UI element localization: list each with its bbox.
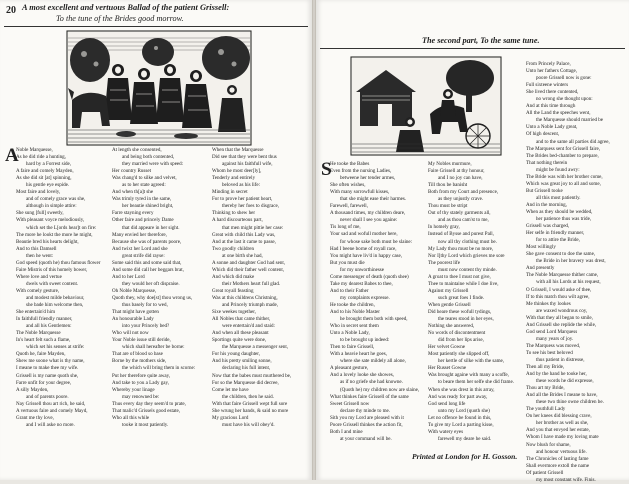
verse-line: Both I and mine [330, 428, 363, 435]
verse-line: Shall evermore extoll the name [526, 462, 590, 469]
verse-line: An honourable Lady [112, 316, 154, 323]
verse-line: dwels with sweet content. [26, 280, 79, 287]
verse-line: might be found awry: [536, 166, 580, 173]
second-part-column-1 [330, 161, 426, 445]
verse-line: And when all these pleasant [212, 330, 269, 337]
verse-line: Minding in secret [212, 189, 248, 196]
verse-line: his gentle eye espide. [26, 182, 70, 189]
verse-line: All Nobles that came thither, [212, 316, 271, 323]
verse-line: Which was great joy to all and some, [526, 180, 601, 187]
verse-line: that men might pittie her case: [222, 224, 284, 231]
verse-line: Thinking to shew her [212, 210, 256, 217]
verse-line: That malic'd Grissels good estate, [112, 407, 181, 414]
verse-line: For so the Marquesse did decree, [212, 379, 279, 386]
second-part-title: The second part, To the same tune. [422, 36, 540, 45]
verse-line: No words of discontentment [428, 330, 486, 337]
verse-line: my complaints expresse. [340, 294, 390, 301]
verse-line: she bade him welcome then, [26, 302, 84, 309]
verse-line: That might have gotten [112, 309, 159, 316]
page-number: 20 [6, 5, 16, 16]
verse-line: and to the same all parties did agree, [536, 138, 610, 145]
verse-line: Grissell is my name quoth she, [16, 372, 79, 379]
verse-line: Her selfe in friendly manner, [526, 230, 585, 237]
verse-line: must now content thy minde. [438, 266, 497, 273]
verse-line: Unto a Noble Lady, [330, 330, 370, 337]
verse-line: Of patient Grissell [526, 469, 564, 476]
verse-line: Instead of Bysse and purest Pall, [428, 231, 494, 238]
verse-line: many years of joy. [536, 335, 574, 342]
verse-line: that she might ease their harmes. [340, 196, 407, 203]
verse-line: where she sate mildely all alone, [340, 358, 406, 365]
verse-line: Out of thy stately garments all, [428, 210, 491, 217]
verse-line: Sith you my Lord are pleased with it [330, 414, 404, 421]
verse-line: And some did call her beggars brat, [112, 266, 184, 273]
verse-line: and of comely grace was she, [26, 196, 86, 203]
verse-line: thereby her foes to disgrace, [222, 203, 280, 210]
verse-line: She gave consent to doe the same, [526, 251, 596, 258]
verse-line: And was ready for part away, [428, 393, 488, 400]
verse-line: The Marquess was moved, [526, 342, 581, 349]
verse-line: Borne by the mothers side, [112, 358, 167, 365]
verse-line: Nor I[thy Lord which grieves me sore [428, 252, 505, 259]
verse-line: Beautie bred his hearts delight, [16, 238, 79, 245]
verse-line: they would her oft dispraise. [122, 280, 180, 287]
verse-line: A hard discourteous part, [212, 217, 263, 224]
woodcut-hunting-scene [66, 30, 252, 146]
verse-line: He tooke the Babes [330, 161, 370, 167]
verse-line: The Noble Marquesse thither came, [526, 272, 599, 279]
verse-line: tooke it most patiently. [122, 421, 169, 428]
verse-line: Was brought againe with many a scoffe, [428, 372, 509, 379]
verse-line: Nothing she answered, [428, 323, 475, 330]
verse-line: now all thy clothing must be. [438, 238, 497, 245]
verse-line: Sweet Grissell now [330, 400, 370, 407]
ballad-title: A most excellent and vertuous Ballad of the patient Grissell: [22, 3, 230, 12]
verse-line: God speed (quoth he) thou famous flower [16, 259, 101, 266]
verse-line: these words he did expresse, [536, 378, 594, 385]
verse-line: And to this Damsell [16, 245, 57, 252]
verse-line: such great foes I finde. [438, 294, 485, 301]
verse-line: poore Grissell now is gone: [536, 75, 592, 82]
verse-line: My gracious Lord [212, 414, 249, 421]
verse-line: With many sorrowfull kisses, [330, 189, 390, 196]
verse-line: Quoth they, why doe[st] thou wrong us, [112, 294, 193, 301]
right-page [316, 0, 629, 483]
verse-line: The Noble Marquesse [16, 330, 61, 337]
verse-line: hard by a Forrest side, [26, 161, 71, 168]
verse-line: although in simple attire: [26, 203, 77, 210]
verse-line: thus basely for to wed, [122, 302, 168, 309]
verse-line: God send Lord Marquess [526, 328, 578, 335]
printer-imprint: Printed at London for H. Gosson. [412, 452, 518, 461]
verse-line: and I will aske no more. [26, 421, 75, 428]
verse-line: to be brought up indeed: [340, 337, 390, 344]
verse-line: her patience thus was tride, [536, 216, 592, 223]
verse-line: Then to faire Grissell, [330, 344, 375, 351]
ballad-column-2 [112, 147, 210, 477]
verse-line: The Bride was with her brother come, [526, 173, 603, 180]
verse-line: the Marquesse a messenger sent, [222, 344, 289, 351]
verse-line: Now blush for shame, [526, 441, 571, 448]
verse-line: and honour vertuous life. [536, 448, 587, 455]
verse-line: did from her lips arise, [438, 337, 484, 344]
verse-line: On her knees did blessing crave, [526, 413, 592, 420]
verse-line: You might have liv'd in happy case, [330, 252, 403, 259]
verse-line: The more he lookt the more he might, [16, 231, 93, 238]
verse-line: For his young daughter, [212, 351, 261, 358]
verse-line: Till thou be banisht [428, 182, 468, 189]
verse-line: for to attire the Bride, [536, 237, 580, 244]
verse-line: With comely gesture, [16, 287, 60, 294]
verse-line: Faire Grissell at thy honour, [428, 168, 485, 175]
verse-line: Grissell was charged, [526, 223, 570, 230]
tune-title: To the tune of the Brides good morrow. [56, 14, 184, 23]
verse-line: her beautie shined bright, [122, 203, 174, 210]
verse-line: Come let me have [212, 386, 249, 393]
verse-line: With watery eyes [428, 428, 464, 435]
verse-line: And Grissell she replide the while, [526, 321, 597, 328]
verse-line: Even from the nursing Ladies, [330, 168, 392, 175]
ballad-column-3 [212, 147, 310, 477]
verse-line: Take my dearest Babes to thee, [330, 280, 393, 287]
verse-line: A sonne and daughter God had sent, [212, 259, 286, 266]
verse-line: then he went: [26, 252, 54, 259]
verse-line: Great with child this Lady was, [212, 231, 276, 238]
verse-line: Two goodly children [212, 245, 254, 252]
verse-line: Tis long of me, [330, 224, 361, 231]
verse-line: Whom I have made my loving mate [526, 434, 599, 441]
verse-line: With that they all began to smile, [526, 314, 593, 321]
verse-line: My Nobles murmure, [428, 161, 472, 167]
verse-line: no wrong she thought upon: [536, 96, 593, 103]
verse-line: She often wishes, [330, 182, 366, 189]
verse-line: Me thinkes thy lookes [526, 300, 571, 307]
verse-line: and as thou cam'st to me, [438, 217, 489, 224]
verse-line: She sung [full] sweetly, [16, 210, 64, 217]
verse-line: God send long life [428, 400, 466, 407]
verse-line: Full sixteene winters [526, 82, 569, 89]
verse-line: Tenderly and entirely [212, 175, 256, 182]
verse-line: Her Russet Gowne [428, 365, 467, 372]
verse-line: which set his senses at strife: [26, 344, 85, 351]
verse-line: as to her state agreed: [122, 182, 166, 189]
verse-line: at one birth she had, [222, 252, 263, 259]
verse-line: When she was drest in this array, [428, 386, 495, 393]
verse-line: for my unworthinesse [340, 266, 385, 273]
second-part-column-2 [428, 161, 524, 445]
verse-line: great strife did rayse: [122, 252, 165, 259]
verse-line: Most willingly [526, 244, 556, 251]
verse-line: her kertle of silke with the same, [438, 358, 505, 365]
verse-line: For to prove her patient heart, [212, 196, 273, 203]
verse-line: and all his Gentlemen: [26, 323, 72, 330]
verse-line: my most constant wife. Finis. [536, 476, 596, 483]
verse-line: into your Princely bed? [122, 323, 170, 330]
verse-line: O Grissell, I would aske of thee, [526, 286, 592, 293]
verse-line: Faire Mistris of this homely bower, [16, 266, 88, 273]
verse-line: declare thy minde to me. [340, 407, 391, 414]
verse-line: and modest milde behaviour, [26, 294, 85, 301]
verse-line: A pleasant gesture, [330, 365, 369, 372]
verse-line: In's heart felt such a flame, [16, 337, 71, 344]
verse-line: With that faire Grissell wept full sore [212, 400, 288, 407]
verse-line: Had I beene borne of royall race, [330, 245, 397, 252]
verse-line: declaring his full intent, [222, 365, 271, 372]
verse-line: against his faithfull wife, [222, 161, 273, 168]
verse-line: Come messenger of death (quoth shee) [330, 273, 409, 280]
verse-line: All the Land the speeches went, [526, 110, 591, 117]
verse-line: As she did sit [at] spinning, [16, 175, 72, 182]
verse-line: (Quoth he) my children now are slaine, [340, 386, 420, 393]
verse-line: for whose sake both must be slaine: [340, 238, 413, 245]
verse-line: And twixt her Lord and she [112, 245, 168, 252]
verse-line: But Grissell tooke [526, 187, 563, 194]
verse-line: Most patiently she slipped off, [428, 351, 490, 358]
verse-line: Who in secret sent them [330, 323, 379, 330]
verse-line: farewell my deare he said. [438, 435, 492, 442]
verse-line: as they unjustly crave. [438, 196, 484, 203]
verse-line: which set the L[ords hear]t on fire: [26, 224, 97, 231]
verse-line: From Princely Palace, [526, 61, 571, 67]
verse-line: When that the Marquesse [212, 147, 264, 153]
verse-line: Your sad and wofull mother here, [330, 231, 398, 238]
verse-line: Was trimly tyred in the same, [112, 196, 172, 203]
verse-line: Farre stayning every [112, 210, 154, 217]
verse-line: Put her therefore quite away, [112, 372, 171, 379]
verse-line: The Brides bed-chamber to prepare, [526, 152, 599, 159]
verse-line: as if no griefe she had knowne. [340, 379, 403, 386]
verse-line: To give my Lord a parting kisse, [428, 421, 494, 428]
verse-line: Shew me soone what is thy name, [16, 358, 85, 365]
verse-line: and I no joy can have, [438, 175, 483, 182]
second-part-column-3 [526, 61, 627, 483]
verse-line: Grant me thy love, [16, 414, 54, 421]
drop-cap: S [321, 159, 332, 180]
verse-line: A vertuous faire and comely Mayd, [16, 407, 88, 414]
subtitle-rule [320, 48, 625, 49]
verse-line: Did heare these wofull tydings, [428, 308, 492, 315]
verse-line: beloved as his life: [222, 182, 260, 189]
verse-line: their Mothers heart full glad. [222, 280, 281, 287]
verse-line: Unto a Noble Lady great, [526, 124, 578, 131]
verse-line: And when th[a]t she [112, 189, 154, 196]
verse-line: With pleasant voyce melodiously, [16, 217, 85, 224]
verse-line: the Bride in her bravery was drest, [536, 258, 606, 265]
verse-line: And to his Noble Master [330, 308, 380, 315]
verse-line: She wrung her hands, & said no more [212, 407, 289, 414]
verse-line: And at this time through [526, 103, 576, 110]
verse-line: If to this match thou wilt agree, [526, 293, 590, 300]
verse-line: Which did their father well content, [212, 266, 285, 273]
verse-line: The youthfull Lady [526, 406, 566, 413]
verse-line: The Chronicles of lasting fame [526, 455, 589, 462]
verse-line: they married were with speed: [122, 161, 184, 168]
verse-line: The Marquess sent for Grissell faire, [526, 145, 600, 152]
verse-line: That are of blood so base [112, 351, 163, 358]
verse-line: When as they should be wedded, [526, 208, 593, 215]
verse-line: When gentle Grissell [428, 301, 471, 308]
verse-line: and being both contented, [122, 154, 175, 161]
verse-line: Because she was of parents poore, [112, 238, 182, 245]
verse-line: Thou must be stript [428, 203, 468, 210]
verse-line: A silly Mayden, [16, 386, 49, 393]
verse-line: In faithfull friendly manner, [16, 316, 73, 323]
verse-line: Of high descent, [526, 131, 560, 138]
verse-line: Thee to maintaine while I doe live, [428, 280, 499, 287]
verse-line: And to her Lord [112, 273, 145, 280]
verse-line: Great royall feasting [212, 287, 254, 294]
verse-line: unto my Lord (quoth she) [438, 407, 490, 414]
verse-line: Against my Grissell [428, 287, 469, 294]
verse-line: That nothing therein [526, 159, 568, 166]
verse-line: Your Noble issue still deride, [112, 337, 171, 344]
left-page [0, 0, 312, 480]
verse-line: and Princely triumph made, [222, 302, 279, 309]
verse-line: Let no offence be found in this, [428, 414, 492, 421]
verse-line: She entertain'd him [16, 309, 56, 316]
verse-line: Now that the babes must murthered be, [212, 372, 292, 379]
verse-line: And in the morning, [526, 201, 567, 208]
verse-line: He tooke the children, [330, 301, 375, 308]
verse-line: the teares stood in her eyes, [438, 316, 494, 323]
verse-line: with all his Lords at his request, [536, 279, 601, 286]
verse-line: With a heavie heart he goes, [330, 351, 387, 358]
verse-line: A groat to thee I must not give, [428, 273, 491, 280]
verse-line: are waxed wondrous coy, [536, 307, 588, 314]
verse-line: Other faire and princely Dame [112, 217, 174, 224]
verse-line: Poore Grissell thinkes the action fit, [330, 421, 403, 428]
verse-line: were entertain'd and staid: [222, 323, 275, 330]
verse-line: he brought them both with speed, [340, 316, 408, 323]
verse-line: In homely gray, [428, 224, 460, 231]
verse-line: My Lady thou must be no more, [428, 245, 494, 252]
ballad-column-1 [16, 147, 108, 477]
verse-line: must have his will obey'd. [222, 421, 275, 428]
verse-line: And take to you a Lady gay, [112, 379, 169, 386]
verse-line: And at the last it came to passe, [212, 238, 276, 245]
verse-line: Thus every day they seem'd to prate, [112, 400, 186, 407]
verse-line: Oh Noble Marquesse, [112, 287, 157, 294]
verse-line: And a lovely looke she showes, [330, 372, 394, 379]
verse-line: The poorest life [428, 259, 460, 266]
verse-line: And all the Brides I meane to have, [526, 392, 598, 399]
verse-line: Was at this childrens Christning, [212, 294, 278, 301]
verse-line: At length she consented, [112, 147, 162, 153]
verse-line: And by the hand he tooke her, [526, 371, 587, 378]
verse-line: Her country Russet [112, 168, 151, 175]
verse-line: Sixe weekes together, [212, 309, 256, 316]
verse-line: Where love and vertue [16, 273, 62, 280]
verse-line: Thou art my Bride, [526, 385, 565, 392]
verse-line: the Marquesse should married be [536, 117, 603, 124]
verse-line: Farre unfit for your degree, [16, 379, 72, 386]
verse-line: Whom he most deer[ly], [212, 168, 262, 175]
verse-line: the which will bring them in scorne: [122, 365, 196, 372]
verse-line: And you that envyed her estate, [526, 427, 590, 434]
verse-line: And to their Father [330, 287, 369, 294]
verse-line: these two thine owne children be. [536, 399, 604, 406]
verse-line: betweene her tender armes, [340, 175, 396, 182]
verse-line: A faire and comely Mayden, [16, 168, 74, 175]
verse-line: I meane to make thee my wife. [16, 365, 79, 372]
verse-line: Did see that they were bent thus [212, 154, 277, 161]
verse-line: Sportings quite were done, [212, 337, 267, 344]
verse-line: her brother as well as she, [536, 420, 589, 427]
verse-line: And his pretty smiling sonne, [212, 358, 272, 365]
verse-line: to beare them her selfe she did frame. [438, 379, 514, 386]
verse-line: To see his best beloved [526, 349, 573, 356]
verse-line: What thinkes faire Grissell of the same [330, 393, 409, 400]
verse-line: And which did make [212, 273, 255, 280]
verse-line: at your command will be. [340, 435, 392, 442]
verse-line: Both from my Court and presence, [428, 189, 499, 196]
verse-line: Who all this while [112, 414, 150, 421]
verse-line: Then all my Bride, [526, 364, 565, 371]
verse-line: Her velvet Gowne [428, 344, 465, 351]
verse-line: Some said this and some said that, [112, 259, 182, 266]
verse-line: the children, then he said. [222, 393, 274, 400]
verse-line: Many envied her therefore, [112, 231, 167, 238]
woodcut-spinning-scene [350, 56, 502, 156]
verse-line: Noble Marquesse, [16, 147, 53, 153]
title-rule [4, 26, 308, 27]
verse-line: But you must die [330, 259, 365, 266]
verse-line: may renowned be: [122, 393, 160, 400]
verse-line: Nay Grissell thou art rich, he said, [16, 400, 86, 407]
verse-line: thus patient in distresse, [536, 356, 585, 363]
verse-line: Most faire and lovely, [16, 189, 61, 196]
verse-line: As he did ride a hunting, [16, 154, 66, 161]
verse-line: She lived there contented, [526, 89, 579, 96]
verse-line: A thousand times, my children deare, [330, 210, 406, 217]
verse-line: Was chang'd to silke and velvet, [112, 175, 177, 182]
verse-line: which shall hereafter be borne: [122, 344, 185, 351]
verse-line: never shall I see you againe: [340, 217, 398, 224]
verse-line: all this most patiently. [536, 194, 581, 201]
verse-line: that did appeare in her sight. [122, 224, 180, 231]
verse-line: Quoth he, faire Mayden, [16, 351, 66, 358]
verse-line: Unto her fathers Cottage, [526, 68, 578, 75]
verse-line: Whereby your linage [112, 386, 155, 393]
verse-line: Farewell, farewell, [330, 203, 368, 210]
verse-line: And presently [526, 265, 555, 272]
drop-cap: A [5, 145, 19, 166]
verse-line: and of parents poore. [26, 393, 69, 400]
verse-line: Who will not now [112, 330, 149, 337]
